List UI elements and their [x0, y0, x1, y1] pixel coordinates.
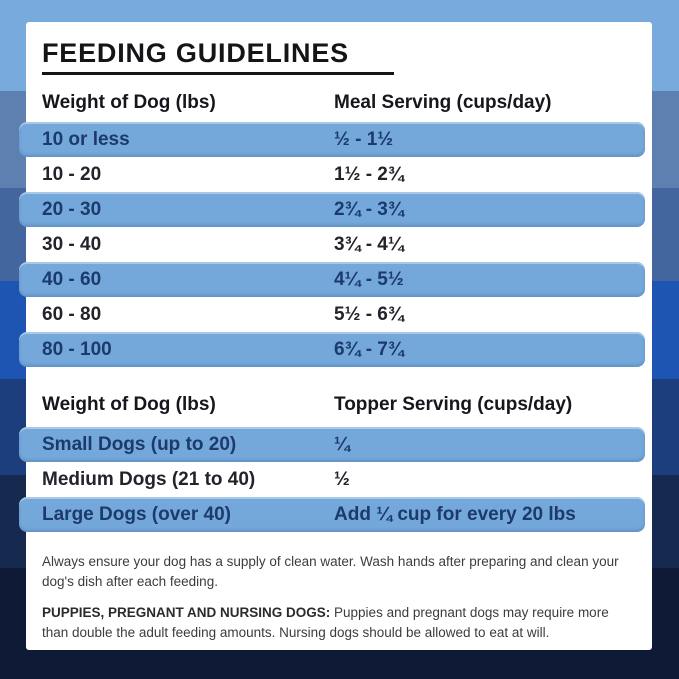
table-row	[19, 192, 645, 227]
topper-table-header	[26, 393, 638, 417]
table-row	[26, 227, 638, 262]
meal-table-header	[26, 91, 638, 115]
meal-serving-header: Meal Serving (cups/day)	[334, 92, 552, 113]
special-note-label: PUPPIES, PREGNANT AND NURSING DOGS:	[42, 605, 331, 621]
serving-cell: 3¾ - 4¼	[334, 233, 404, 255]
serving-cell: 2¾ - 3¾	[334, 198, 404, 220]
serving-cell: Add ¼ cup for every 20 lbs	[334, 503, 576, 525]
water-note: Always ensure your dog has a supply of clean water. Wash hands after preparing and clean your dog's dish after each feeding.	[42, 554, 619, 589]
serving-cell: 5½ - 6¾	[334, 303, 404, 325]
table-row	[19, 497, 645, 532]
weight-cell: 30 - 40	[42, 233, 102, 255]
table-row	[26, 462, 638, 497]
weight-cell: 10 - 20	[42, 163, 102, 185]
feeding-guidelines-card	[26, 22, 652, 650]
weight-cell: 60 - 80	[42, 303, 102, 325]
table-row	[26, 297, 638, 332]
weight-cell: Medium Dogs (21 to 40)	[42, 468, 256, 490]
topper-table	[26, 427, 638, 532]
weight-cell: Large Dogs (over 40)	[42, 503, 231, 525]
title-underline	[42, 72, 394, 75]
footer-notes	[42, 552, 624, 642]
serving-cell: 1½ - 2¾	[334, 163, 404, 185]
serving-cell: 6¾ - 7¾	[334, 338, 404, 360]
special-note-text: Puppies and pregnant dogs may require more than double the adult feeding amounts. Nursing dogs should be allowed to eat at will.	[42, 605, 609, 640]
topper-serving-header: Topper Serving (cups/day)	[334, 394, 573, 415]
weight-cell: 20 - 30	[42, 198, 102, 220]
weight-cell: Small Dogs (up to 20)	[42, 433, 237, 455]
meal-table	[26, 122, 638, 367]
table-row	[26, 157, 638, 192]
topper-weight-header: Weight of Dog (lbs)	[42, 394, 216, 415]
weight-cell: 80 - 100	[42, 338, 112, 360]
table-row	[19, 262, 645, 297]
special-note	[42, 603, 624, 642]
table-row	[19, 427, 645, 462]
page-title: FEEDING GUIDELINES	[42, 38, 349, 68]
serving-cell: ½ - 1½	[334, 128, 394, 150]
weight-cell: 10 or less	[42, 128, 130, 150]
serving-cell: ½	[334, 468, 350, 490]
meal-weight-header: Weight of Dog (lbs)	[42, 92, 216, 113]
weight-cell: 40 - 60	[42, 268, 102, 290]
table-row	[19, 122, 645, 157]
table-row	[19, 332, 645, 367]
serving-cell: 4¼ - 5½	[334, 268, 404, 290]
serving-cell: ¼	[334, 433, 350, 455]
